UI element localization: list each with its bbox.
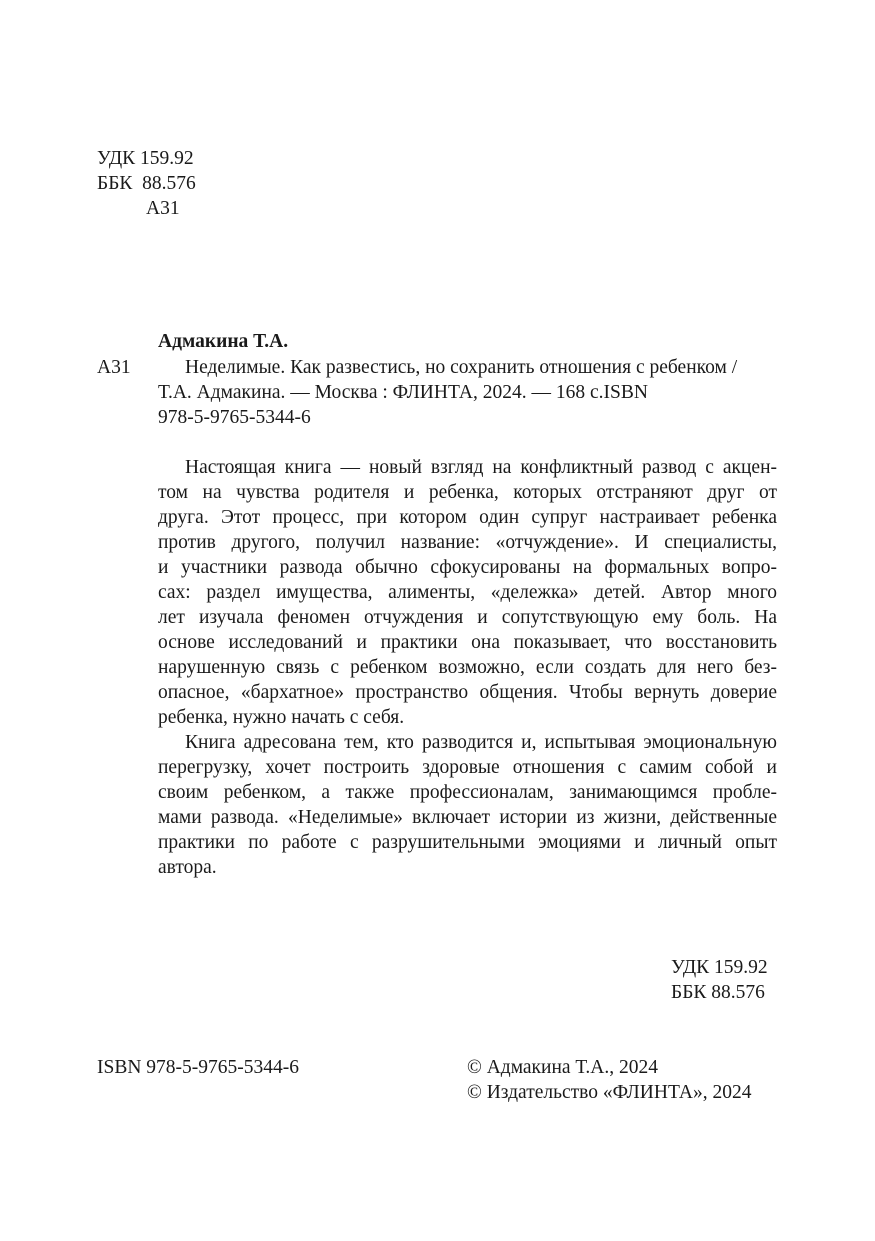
annotation-line: перегрузку, хочет построить здоровые отношения с самим собой и: [158, 757, 777, 778]
annotation-line: Книга адресована тем, кто разводится и, испытывая эмоциональную: [185, 732, 777, 753]
biblio-line: Неделимые. Как развестись, но сохранить отношения с ребенком /: [185, 357, 738, 378]
copyright-author: © Адмакина Т.А., 2024: [467, 1057, 658, 1078]
bibliographic-description: [158, 355, 778, 430]
annotation-line: против другого, получил название: «отчуждение». И специалисты,: [158, 532, 777, 553]
copyright-publisher: © Издательство «ФЛИНТА», 2024: [467, 1082, 752, 1103]
copyright-notices: [467, 1055, 751, 1105]
annotation-line: автора.: [158, 857, 217, 878]
annotation-line: и участники развода обычно сфокусированы на формальных вопро-: [158, 557, 777, 578]
catalog-author-mark: А31: [97, 357, 131, 378]
annotation-line: мами развода. «Неделимые» включает истории из жизни, действенные: [158, 807, 777, 828]
annotation-line: основе исследований и практики она показывает, что восстановить: [158, 632, 777, 653]
annotation-line: том на чувства родителя и ребенка, которых отстраняют друг от: [158, 482, 777, 503]
annotation-line: сах: раздел имущества, алименты, «дележка» детей. Автор много: [158, 582, 777, 603]
udk-code: УДК 159.92: [97, 148, 194, 169]
biblio-line: Т.А. Адмакина. — Москва : ФЛИНТА, 2024. — 168 с.ISBN: [158, 382, 648, 403]
annotation-line: опасное, «бархатное» пространство общения. Чтобы вернуть доверие: [158, 682, 777, 703]
top-classification-codes: [97, 146, 196, 221]
annotation-line: нарушенную связь с ребенком возможно, если создать для него без-: [158, 657, 777, 678]
annotation-line: своим ребенком, а также профессионалам, занимающимся пробле-: [158, 782, 777, 803]
author-heading: Адмакина Т.А.: [158, 331, 289, 352]
biblio-line: 978-5-9765-5344-6: [158, 407, 311, 428]
bbk-code: ББК 88.576: [97, 173, 196, 194]
annotation-line: Настоящая книга — новый взгляд на конфликтный развод с акцен-: [185, 457, 777, 478]
annotation-line: лет изучала феномен отчуждения и сопутствующую ему боль. На: [158, 607, 777, 628]
annotation-line: друга. Этот процесс, при котором один супруг настраивает ребенка: [158, 507, 777, 528]
annotation-line: ребенка, нужно начать с себя.: [158, 707, 405, 728]
udk-code-bottom: УДК 159.92: [671, 957, 768, 978]
annotation: [158, 455, 777, 880]
isbn: ISBN 978-5-9765-5344-6: [97, 1057, 300, 1078]
author-mark: А31: [146, 198, 180, 219]
bbk-code-bottom: ББК 88.576: [671, 982, 765, 1003]
annotation-line: практики по работе с разрушительными эмоциями и личный опыт: [158, 832, 777, 853]
bottom-classification-codes: [671, 955, 768, 1005]
